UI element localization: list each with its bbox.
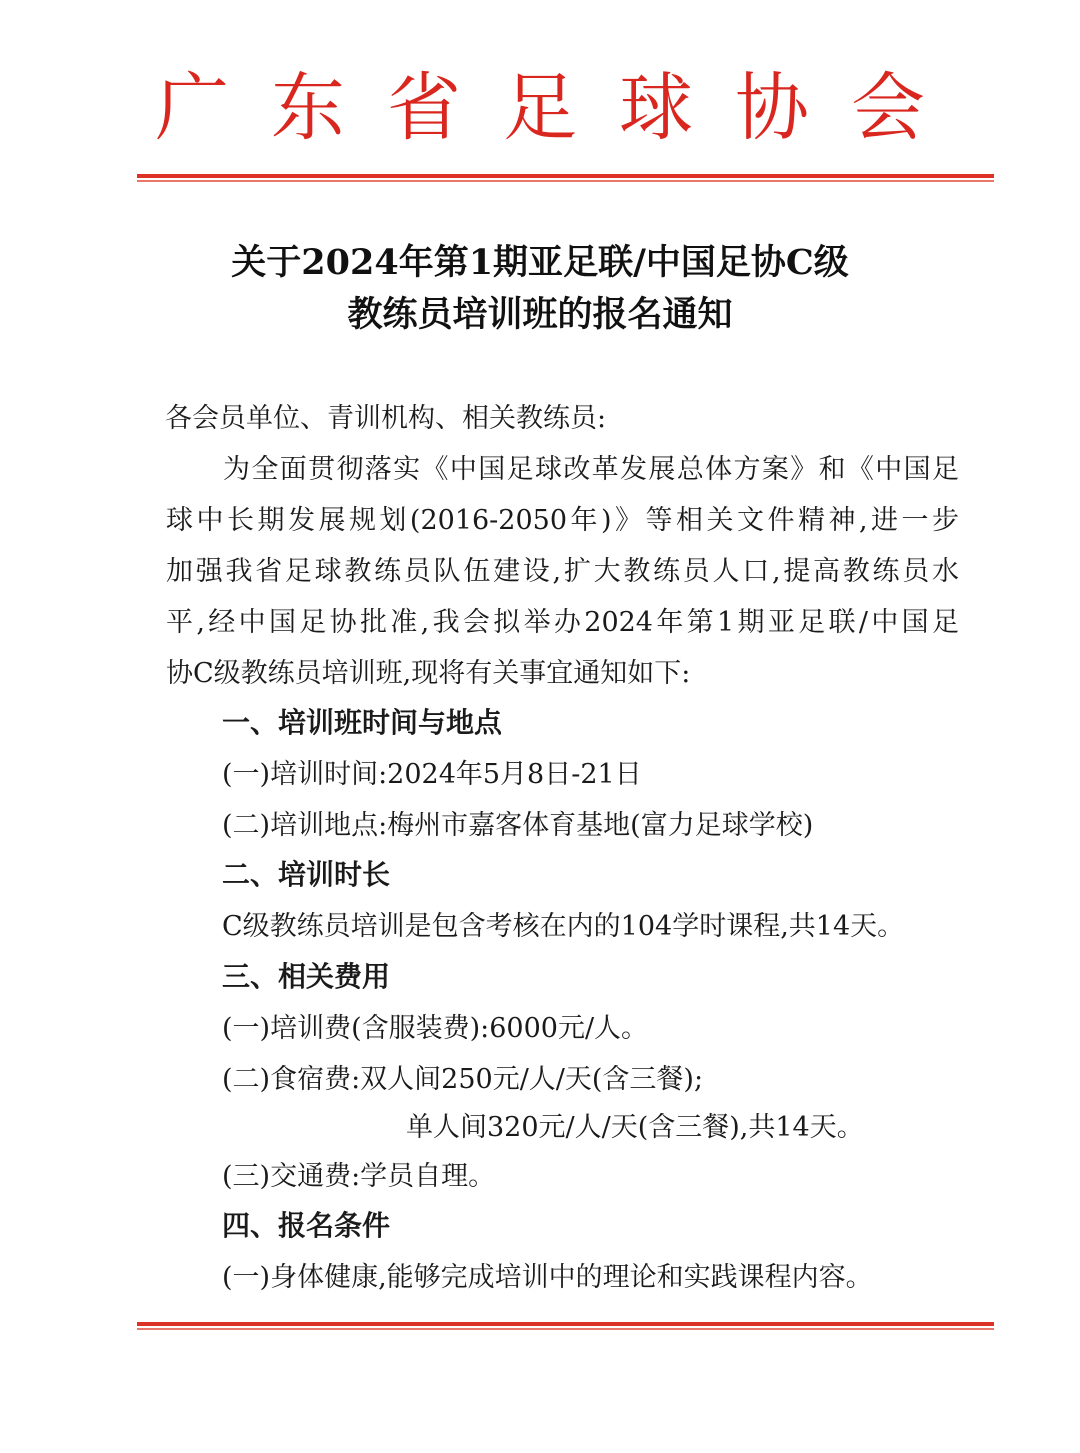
document-title-line-1: 关于2024年第1期亚足联/中国足协C级 bbox=[231, 242, 849, 283]
intro-line-5: 协C级教练员培训班,现将有关事宜通知如下: bbox=[166, 658, 691, 689]
section-2-text: C级教练员培训是包含考核在内的104学时课程,共14天。 bbox=[222, 911, 905, 942]
section-1-item-2: (二)培训地点:梅州市嘉客体育基地(富力足球学校) bbox=[222, 810, 814, 841]
header-divider bbox=[137, 174, 994, 182]
intro-line-4: 平,经中国足协批准,我会拟举办2024年第1期亚足联/中国足 bbox=[166, 607, 959, 638]
document-title-line-2: 教练员培训班的报名通知 bbox=[347, 294, 733, 335]
section-3-item-2-continuation: 单人间320元/人/天(含三餐),共14天。 bbox=[406, 1112, 864, 1143]
intro-line-3: 加强我省足球教练员队伍建设,扩大教练员人口,提高教练员水 bbox=[166, 556, 959, 587]
footer-divider-thin-line bbox=[137, 1328, 994, 1330]
intro-line-2: 球中长期发展规划(2016-2050年)》等相关文件精神,进一步 bbox=[166, 505, 959, 536]
section-3-item-1: (一)培训费(含服装费):6000元/人。 bbox=[222, 1013, 649, 1044]
section-1-heading: 一、培训班时间与地点 bbox=[222, 706, 503, 739]
section-2-heading: 二、培训时长 bbox=[222, 858, 391, 891]
section-3-heading: 三、相关费用 bbox=[222, 960, 391, 993]
letterhead bbox=[0, 58, 1080, 158]
section-4-item-1: (一)身体健康,能够完成培训中的理论和实践课程内容。 bbox=[222, 1262, 873, 1293]
section-4-heading: 四、报名条件 bbox=[222, 1209, 391, 1242]
section-3-item-3: (三)交通费:学员自理。 bbox=[222, 1161, 496, 1192]
intro-line-1: 为全面贯彻落实《中国足球改革发展总体方案》和《中国足 bbox=[223, 454, 959, 485]
header-divider-thin-line bbox=[137, 180, 994, 182]
section-1-item-1: (一)培训时间:2024年5月8日-21日 bbox=[222, 759, 642, 790]
section-3-item-2: (二)食宿费:双人间250元/人/天(含三餐); bbox=[222, 1064, 704, 1095]
letterhead-title: 广东省足球协会 bbox=[155, 65, 967, 151]
footer-divider bbox=[137, 1322, 994, 1330]
salutation: 各会员单位、青训机构、相关教练员: bbox=[165, 403, 607, 434]
